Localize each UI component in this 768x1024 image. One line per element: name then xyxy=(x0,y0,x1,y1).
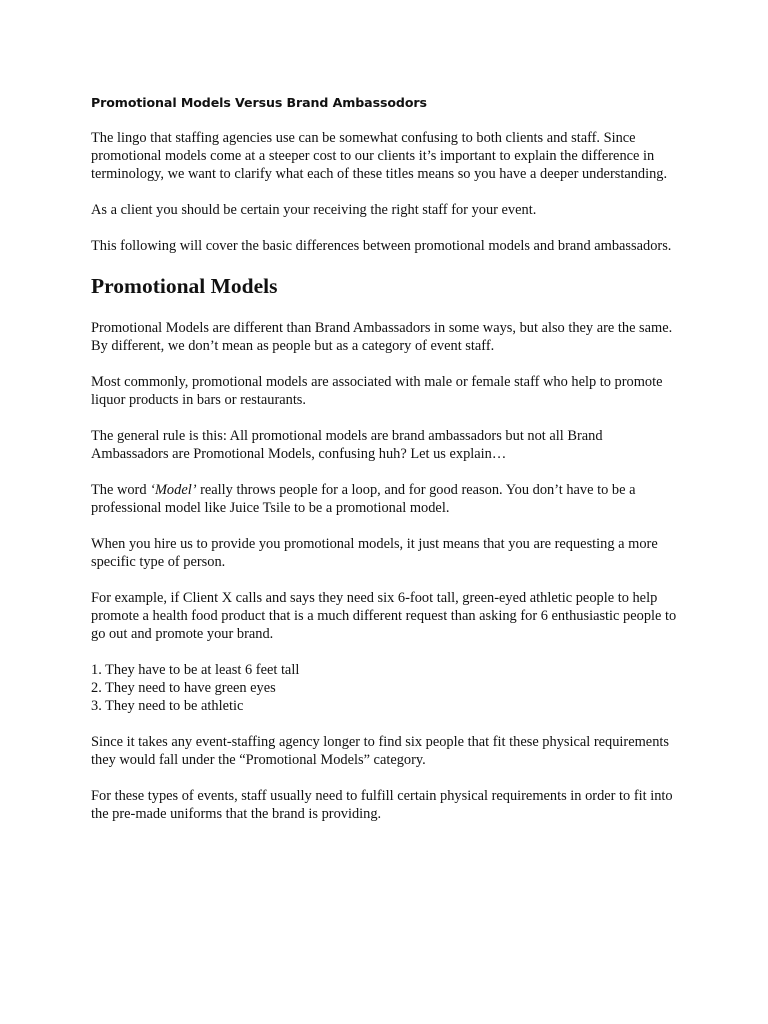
model-paragraph xyxy=(91,481,681,517)
document-page xyxy=(91,95,681,841)
body-paragraph-6: For example, if Client X calls and says they need six 6-foot tall, green-eyed athletic people to help promote a health food product that is a much different request than asking for 6 enthusiastic people to go out and promote your brand. xyxy=(91,590,677,642)
list-item: 3. They need to be athletic xyxy=(91,698,244,714)
closing-paragraph-2: For these types of events, staff usually need to fulfill certain physical requirements in order to fit into the pre-made uniforms that the brand is providing. xyxy=(91,788,673,822)
intro-paragraph-1: The lingo that staffing agencies use can be somewhat confusing to both clients and staff. Since promotional models come at a steeper cost to our clients it’s important to explain the difference in terminology, we want to clarify what each of these titles means so you have a deeper understanding. xyxy=(91,130,668,182)
model-paragraph-before: The word xyxy=(91,482,151,498)
intro-paragraph-3: This following will cover the basic differences between promotional models and brand ambassadors. xyxy=(91,238,672,254)
model-paragraph-after: really throws people for a loop, and for good reason. You don’t have to be a professional model like Juice Tsile to be a promotional model. xyxy=(91,482,636,516)
intro-paragraph-2: As a client you should be certain your receiving the right staff for your event. xyxy=(91,202,537,218)
body-paragraph-3: The general rule is this: All promotional models are brand ambassadors but not all Brand Ambassadors are Promotional Models, confusing huh? Let us explain… xyxy=(91,428,603,462)
section-heading: Promotional Models xyxy=(91,274,278,298)
closing-paragraph-1: Since it takes any event-staffing agency longer to find six people that fit these physical requirements they would fall under the “Promotional Models” category. xyxy=(91,734,669,768)
requirements-list xyxy=(91,661,681,715)
body-paragraph-2: Most commonly, promotional models are associated with male or female staff who help to promote liquor products in bars or restaurants. xyxy=(91,374,663,408)
model-paragraph-emphasis: ‘Model’ xyxy=(150,482,197,498)
body-paragraph-1: Promotional Models are different than Brand Ambassadors in some ways, but also they are the same. By different, we don’t mean as people but as a category of event staff. xyxy=(91,320,673,354)
body-paragraph-5: When you hire us to provide you promotional models, it just means that you are requesting a more specific type of person. xyxy=(91,536,658,570)
document-title: Promotional Models Versus Brand Ambassodors xyxy=(91,95,427,110)
list-item: 1. They have to be at least 6 feet tall xyxy=(91,662,300,678)
list-item: 2. They need to have green eyes xyxy=(91,680,276,696)
